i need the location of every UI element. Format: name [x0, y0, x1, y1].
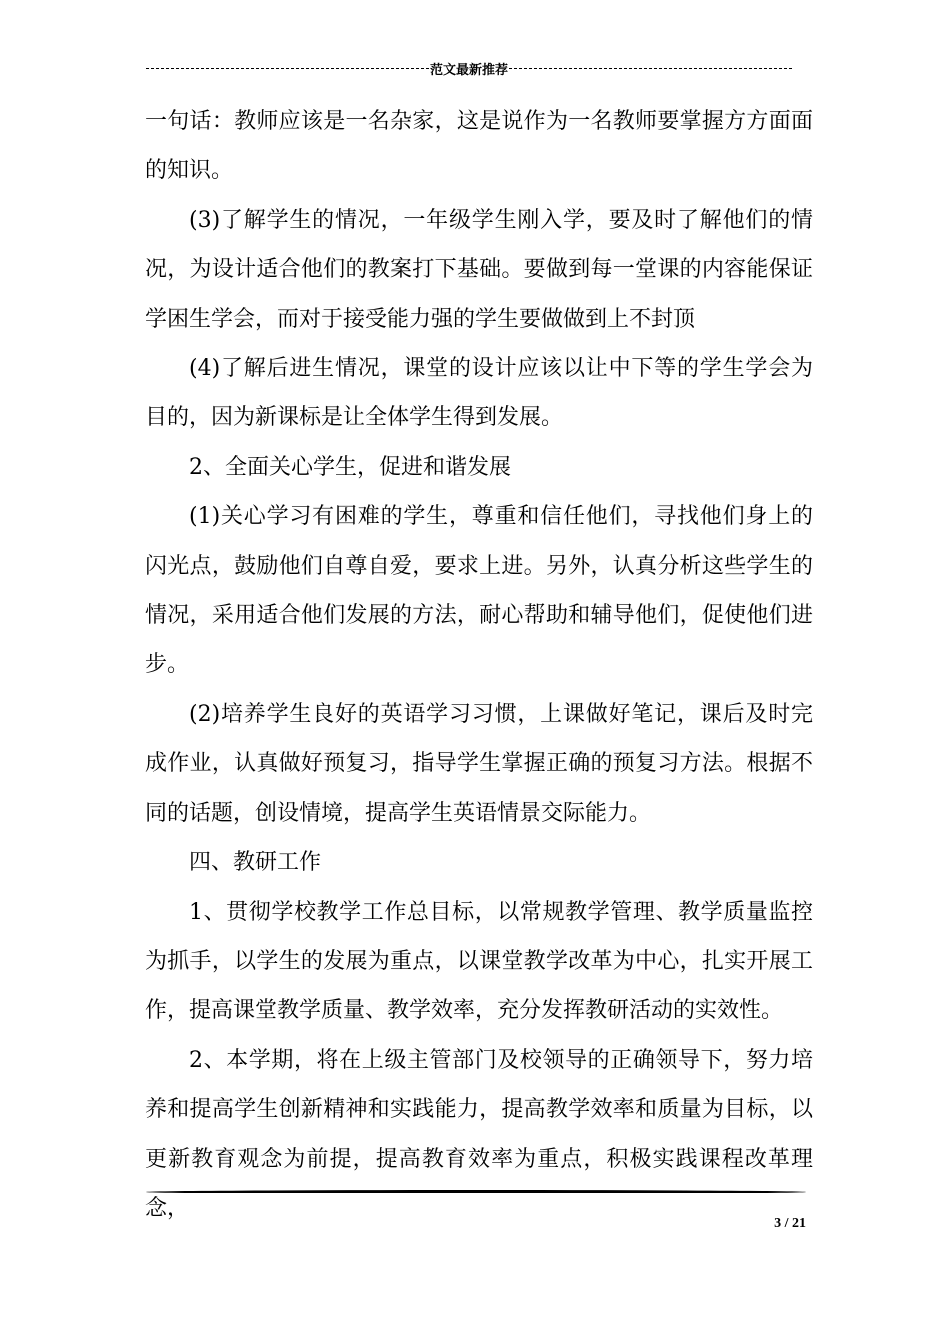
- page-header: [146, 58, 792, 78]
- paragraph: (3)了解学生的情况，一年级学生刚入学，要及时了解他们的情况，为设计适合他们的教案打下基础。要做到每一堂课的内容能保证学困生学会，而对于接受能力强的学生要做做到上不封顶: [145, 207, 813, 332]
- paragraph: (1)关心学习有困难的学生，尊重和信任他们，寻找他们身上的闪光点，鼓励他们自尊自爱，要求上进。另外，认真分析这些学生的情况，采用适合他们发展的方法，耐心帮助和辅导他们，促使他们进步。: [145, 504, 813, 678]
- section-heading: 2、全面关心学生，促进和谐发展: [189, 454, 511, 480]
- header-title: 范文最新推荐: [430, 62, 509, 78]
- paragraph: (4)了解后进生情况，课堂的设计应该以让中下等的学生学会为目的，因为新课标是让全体学生得到发展。: [145, 356, 813, 431]
- paragraph: (2)培养学生良好的英语学习习惯，上课做好笔记，课后及时完成作业，认真做好预复习，指导学生掌握正确的预复习方法。根据不同的话题，创设情境，提高学生英语情景交际能力。: [145, 701, 813, 826]
- section-heading: 四、教研工作: [189, 850, 322, 876]
- paragraph: 2、本学期，将在上级主管部门及校领导的正确领导下，努力培养和提高学生创新精神和实践能力，提高教学效率和质量为目标，以更新教育观念为前提，提高教育效率为重点，积极实践课程改革理念，: [145, 1047, 813, 1221]
- paragraph-continuation: 一句话：教师应该是一名杂家，这是说作为一名教师要掌握方方面面的知识。: [145, 109, 813, 184]
- paragraph: 1、贯彻学校教学工作总目标，以常规教学管理、教学质量监控为抓手，以学生的发展为重点，以课堂教学改革为中心，扎实开展工作，提高课堂教学质量、教学效率，充分发挥教研活动的实效性。: [145, 899, 813, 1024]
- footer-rule: [146, 1190, 806, 1194]
- document-body: [145, 97, 813, 1233]
- header-dashes-left: [146, 68, 429, 69]
- page-number: 3 / 21: [774, 1216, 806, 1231]
- header-dashes-right: [509, 68, 792, 69]
